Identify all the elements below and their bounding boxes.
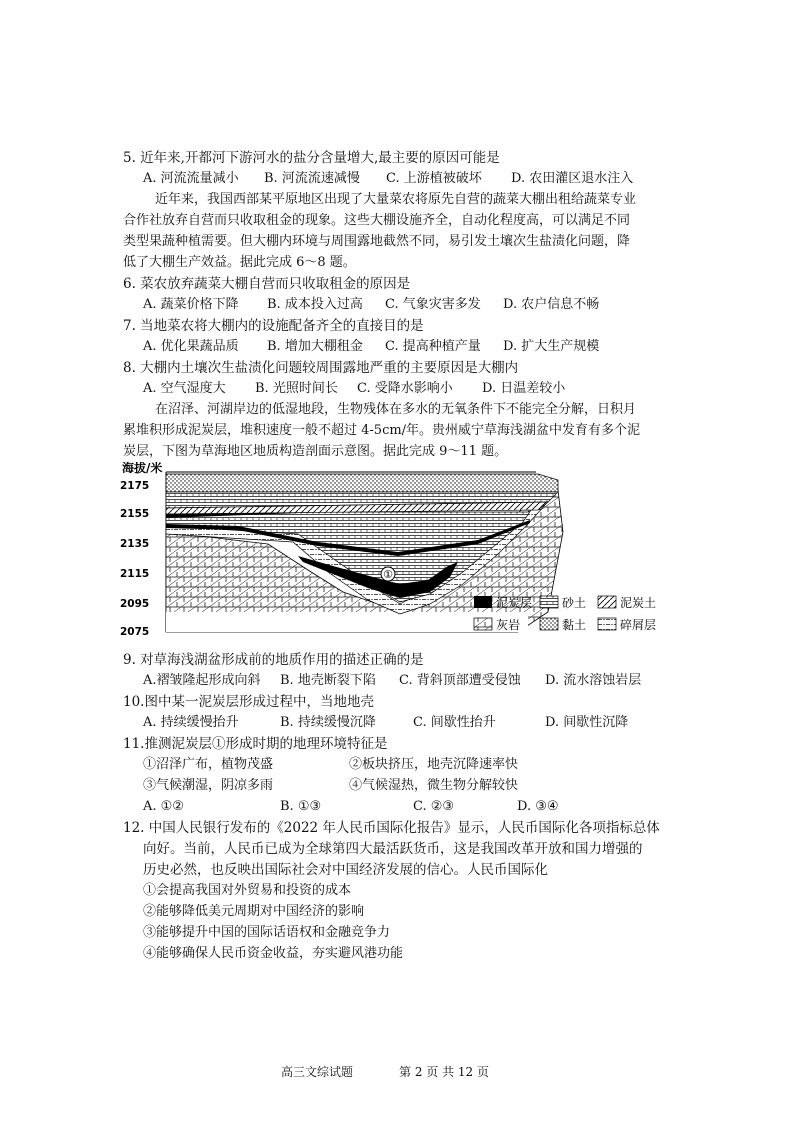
- question-12-stem: 历史必然，也反映出国际社会对中国经济发展的信心。人民币国际化: [143, 862, 548, 878]
- q5-option-a: A. 河流流量减小: [143, 171, 239, 186]
- question-6-stem: 6. 菜农放弃蔬菜大棚自营而只收取租金的原因是: [123, 276, 411, 292]
- q12-item: ③能够提升中国的国际话语权和金融竞争力: [143, 925, 391, 940]
- legend-swatch-peat-soil: [598, 596, 616, 608]
- q8-option-b: B. 光照时间长: [255, 381, 338, 396]
- legend-swatch-sand: [540, 596, 558, 608]
- q10-option-a: A. 持续缓慢抬升: [143, 715, 239, 730]
- legend-swatch-debris: [598, 618, 616, 630]
- q11-option-c: C. ②③: [413, 799, 455, 814]
- q11-option-b: B. ①③: [280, 799, 322, 814]
- axis-label-elevation: 海拔/米: [122, 462, 163, 475]
- question-9-stem: 9. 对草海浅湖盆形成前的地质作用的描述正确的是: [123, 652, 424, 668]
- tick-label: 2155: [120, 508, 150, 520]
- footer-page-number: 第 2 页 共 12 页: [399, 1065, 489, 1079]
- peat-layer-1-marker-label: ①: [383, 568, 393, 581]
- tick-label: 2075: [120, 626, 150, 638]
- question-8-stem: 8. 大棚内土壤次生盐渍化问题较周围露地严重的主要原因是大棚内: [123, 360, 519, 376]
- legend-debris: 碎屑层: [620, 618, 657, 632]
- q7-option-d: D. 扩大生产规模: [503, 339, 600, 354]
- legend-swatch-limestone: [474, 618, 492, 630]
- passage-2-line: 炭层，下图为草海地区地质构造剖面示意图。据此完成 9～11 题。: [123, 444, 508, 459]
- passage-1-line: 低了大棚生产效益。据此完成 6～8 题。: [123, 255, 356, 270]
- legend-swatch-clay: [540, 618, 558, 630]
- q6-option-d: D. 农户信息不畅: [503, 297, 600, 312]
- question-10-stem: 10.图中某一泥炭层形成过程中，当地地壳: [123, 694, 374, 710]
- passage-1-line: 类型果蔬种植需要。但大棚内环境与周围露地截然不同，易引发土壤次生盐渍化问题，降: [123, 234, 631, 249]
- tick-label: 2095: [120, 598, 150, 610]
- q5-option-b: B. 河流流速减慢: [264, 171, 360, 186]
- question-12-stem: 向好。当前，人民币已成为全球第四大最活跃货币，这是我国改革开放和国力增强的: [143, 841, 643, 857]
- question-11-stem: 11.推测泥炭层①形成时期的地理环境特征是: [123, 736, 388, 752]
- question-12-stem: 12. 中国人民银行发布的《2022 年人民币国际化报告》显示，人民币国际化各项指标总体: [123, 820, 660, 836]
- tick-label: 2175: [120, 480, 150, 492]
- q10-option-c: C. 间歇性抬升: [413, 715, 496, 730]
- footer-exam-title: 高三文综试题: [281, 1065, 354, 1079]
- legend-swatch-peat: [474, 596, 492, 608]
- passage-2-line: 在沼泽、河湖岸边的低湿地段，生物残体在多水的无氧条件下不能完全分解，日积月: [155, 402, 637, 417]
- q11-item: ③气候潮湿，阴凉多雨: [143, 778, 274, 793]
- legend-clay: 黏土: [562, 618, 587, 632]
- q6-option-a: A. 蔬菜价格下降: [143, 297, 239, 312]
- question-7-stem: 7. 当地菜农将大棚内的设施配备齐全的直接目的是: [123, 318, 424, 334]
- passage-1-line: 合作社放弃自营而只收取租金的现象。这些大棚设施齐全，自动化程度高，可以满足不同: [123, 213, 631, 228]
- q5-option-d: D. 农田灌区退水注入: [511, 171, 634, 186]
- q7-option-b: B. 增加大棚租金: [267, 339, 363, 354]
- q11-option-a: A. ①②: [143, 799, 184, 814]
- q5-option-c: C. 上游植被破坏: [386, 171, 482, 186]
- q11-option-d: D. ③④: [517, 799, 559, 814]
- q7-option-a: A. 优化果蔬品质: [143, 339, 239, 354]
- q9-option-d: D. 流水溶蚀岩层: [545, 673, 642, 688]
- passage-1-line: 近年来，我国西部某平原地区出现了大量菜农将原先自营的蔬菜大棚出租给蔬菜专业: [155, 192, 637, 207]
- q7-option-c: C. 提高种植产量: [385, 339, 481, 354]
- q6-option-c: C. 气象灾害多发: [385, 297, 481, 312]
- q8-option-a: A. 空气湿度大: [143, 381, 226, 396]
- passage-2-line: 累堆积形成泥炭层，堆积速度一般不超过 4-5cm/年。贵州威宁草海浅湖盆中发育有多个泥: [123, 423, 641, 438]
- legend-limestone: 灰岩: [496, 618, 521, 632]
- q10-option-b: B. 持续缓慢沉降: [280, 715, 376, 730]
- legend-sand: 砂土: [562, 596, 587, 610]
- q6-option-b: B. 成本投入过高: [267, 297, 363, 312]
- geological-cross-section: [118, 462, 678, 642]
- q9-option-a: A.褶皱隆起形成向斜: [143, 673, 261, 688]
- q12-item: ②能够降低美元周期对中国经济的影响: [143, 904, 365, 919]
- q10-option-d: D. 间歇性沉降: [545, 715, 629, 730]
- legend-peat: 泥炭层: [496, 596, 533, 610]
- q12-item: ①会提高我国对外贸易和投资的成本: [143, 883, 352, 898]
- tick-label: 2115: [120, 568, 150, 580]
- q8-option-d: D. 日温差较小: [482, 381, 566, 396]
- q11-item: ②板块挤压，地壳沉降速率快: [349, 757, 519, 772]
- q9-option-b: B. 地壳断裂下陷: [280, 673, 376, 688]
- q11-item: ①沼泽广布，植物茂盛: [143, 757, 274, 772]
- clay-layer-top: [166, 474, 558, 492]
- tick-label: 2135: [120, 538, 150, 550]
- q11-item: ④气候湿热，微生物分解较快: [349, 778, 519, 793]
- legend-peat-soil: 泥炭土: [620, 596, 657, 610]
- q9-option-c: C. 背斜顶部遭受侵蚀: [399, 673, 521, 688]
- q12-item: ④能够确保人民币资金收益，夯实避风港功能: [143, 946, 404, 961]
- q8-option-c: C. 受降水影响小: [357, 381, 453, 396]
- question-5-stem: 5. 近年来,开都河下游河水的盐分含量增大,最主要的原因可能是: [123, 150, 500, 166]
